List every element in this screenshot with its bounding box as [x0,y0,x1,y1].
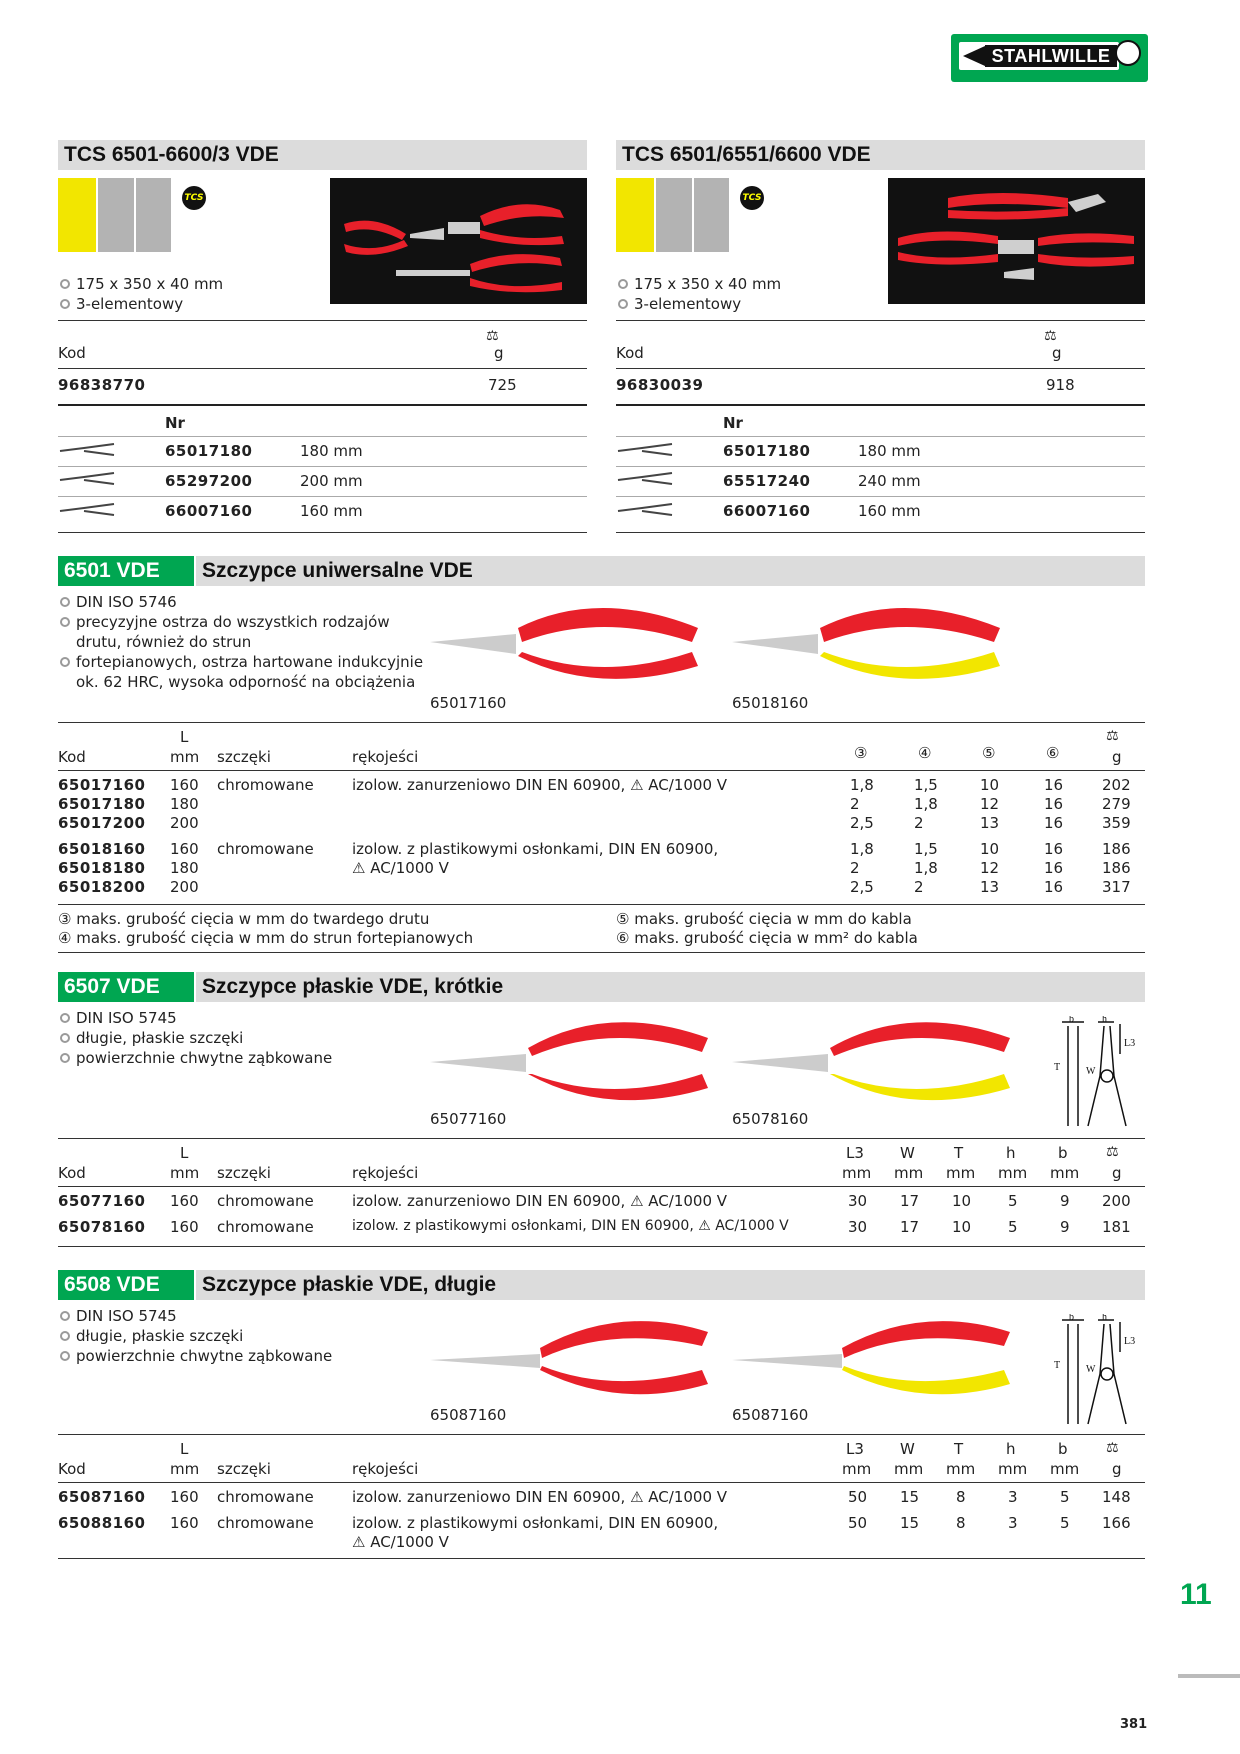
feature-item: DIN ISO 5745 [58,1306,428,1326]
unit-g: g [494,344,504,362]
scale-icon: ⚖ [1106,728,1119,744]
tcs1-item-nr: 65017180 [165,442,253,460]
table-cell-c6: 16 [1044,859,1064,877]
table-cell-l3: 30 [848,1192,868,1210]
table-cell-h: 3 [1008,1514,1018,1532]
col-g: g [1112,1460,1122,1478]
table-cell-c4: 1,8 [914,859,938,877]
image-caption: 65087160 [732,1406,809,1424]
col-handles: rękojeści [352,748,419,766]
tcs1-tray-image [330,178,587,304]
col-mm: mm [1050,1164,1080,1182]
section-title: Szczypce płaskie VDE, krótkie [196,972,1145,1002]
nr-label: Nr [165,414,185,432]
col-jaws: szczęki [217,1460,271,1478]
brand-name: STAHLWILLE [985,45,1117,67]
table-cell-l: 180 [170,795,199,813]
col-mm: mm [170,1164,200,1182]
table-cell-kod: 65077160 [58,1192,146,1210]
tcs2-item-nr: 65017180 [723,442,811,460]
dimension-diagram [1054,1016,1138,1128]
col-t: T [954,1440,964,1458]
table-cell-c3: 2 [850,795,860,813]
feature-item: długie, płaskie szczęki [58,1326,428,1346]
scale-icon: ⚖ [1106,1440,1119,1456]
scale-icon: ⚖ [1106,1144,1119,1160]
table-cell-l: 180 [170,859,199,877]
svg-text:b: b [1069,1016,1074,1025]
col-w: W [900,1440,915,1458]
svg-text:h: h [1102,1314,1107,1323]
pliers-image [428,1312,708,1410]
table-cell-b: 9 [1060,1218,1070,1236]
col-c6: ⑥ [1046,744,1060,762]
col-mm: mm [998,1460,1028,1478]
kod-label: Kod [616,344,644,362]
table-cell-c4: 1,5 [914,776,938,794]
pliers-image [428,598,708,690]
table-cell-l: 160 [170,776,199,794]
feature-item: precyzyjne ostrza do wszystkich rodzajów drutu, również do strun [58,612,428,652]
tcs1-item-size: 200 mm [300,472,363,490]
table-cell-c5: 10 [980,776,1000,794]
col-kod: Kod [58,1460,86,1478]
table-cell-handles: ⚠ AC/1000 V [352,859,449,877]
table-cell-c5: 10 [980,840,1000,858]
tcs2-features [616,274,781,314]
table-cell-jaws: chromowane [217,1488,314,1506]
col-mm: mm [170,748,200,766]
section-code: 6508 VDE [58,1270,194,1300]
table-cell-g: 186 [1102,859,1131,877]
unit-g: g [1052,344,1062,362]
table-cell-handles: izolow. z plastikowymi osłonkami, DIN EN 60900, [352,1514,719,1532]
tcs1-item-size: 180 mm [300,442,363,460]
stahlwille-logo [951,34,1148,82]
table-cell-c4: 2 [914,814,924,832]
table-cell-jaws: chromowane [217,776,314,794]
col-h: h [1006,1144,1016,1162]
footnote: ⑤ maks. grubość cięcia w mm do kabla [616,910,912,928]
image-caption: 65017160 [430,694,507,712]
wrench-icon [963,46,985,66]
table-cell-kod: 65018180 [58,859,146,877]
table-cell-l3: 30 [848,1218,868,1236]
table-cell-c6: 16 [1044,776,1064,794]
feature-item: DIN ISO 5746 [58,592,428,612]
footnote: ⑥ maks. grubość cięcia w mm² do kabla [616,929,918,947]
table-cell-kod: 65088160 [58,1514,146,1532]
col-l3: L3 [846,1440,864,1458]
col-l: L [180,1144,189,1162]
image-caption: 65087160 [430,1406,507,1424]
table-cell-l: 200 [170,878,199,896]
table-cell-c3: 2,5 [850,814,874,832]
col-jaws: szczęki [217,748,271,766]
col-mm: mm [946,1164,976,1182]
col-b: b [1058,1440,1068,1458]
feature-item: 3-elementowy [58,294,223,314]
tcs1-title: TCS 6501-6600/3 VDE [58,140,587,170]
table-cell-c5: 13 [980,814,1000,832]
table-cell-l3: 50 [848,1488,868,1506]
col-mm: mm [894,1164,924,1182]
image-caption: 65077160 [430,1110,507,1128]
table-cell-g: 181 [1102,1218,1131,1236]
table-cell-l: 160 [170,1218,199,1236]
table-cell-c4: 1,5 [914,840,938,858]
table-cell-t: 10 [952,1218,972,1236]
table-cell-g: 202 [1102,776,1131,794]
section-title: Szczypce uniwersalne VDE [196,556,1145,586]
table-cell-c4: 2 [914,878,924,896]
table-cell-c4: 1,8 [914,795,938,813]
image-caption: 65078160 [732,1110,809,1128]
table-cell-kod: 65087160 [58,1488,146,1506]
tcs2-weight: 918 [1046,376,1075,394]
tcs2-title: TCS 6501/6551/6600 VDE [616,140,1145,170]
table-cell-l: 160 [170,1514,199,1532]
col-c5: ⑤ [982,744,996,762]
col-mm: mm [842,1460,872,1478]
table-cell-c6: 16 [1044,795,1064,813]
col-mm: mm [842,1164,872,1182]
table-cell-c5: 12 [980,859,1000,877]
scale-icon: ⚖ [1044,328,1057,344]
s6508-features [58,1306,428,1366]
col-g: g [1112,748,1122,766]
table-cell-b: 5 [1060,1488,1070,1506]
logo-ring-icon [1115,40,1141,66]
table-cell-w: 15 [900,1488,920,1506]
col-kod: Kod [58,1164,86,1182]
feature-item: fortepianowych, ostrza hartowane indukcyjnie ok. 62 HRC, wysoka odporność na obciążenia [58,652,428,692]
table-cell-c6: 16 [1044,840,1064,858]
pliers-thumb-icon [58,441,116,465]
tcs1-item-size: 160 mm [300,502,363,520]
col-kod: Kod [58,748,86,766]
scale-icon: ⚖ [486,328,499,344]
table-cell-c3: 2 [850,859,860,877]
table-cell-w: 15 [900,1514,920,1532]
table-cell-l: 200 [170,814,199,832]
table-cell-t: 8 [956,1514,966,1532]
chapter-number: 11 [1180,1578,1212,1611]
pliers-image [428,1012,708,1116]
pliers-thumb-icon [616,441,674,465]
table-cell-c3: 1,8 [850,776,874,794]
table-cell-l: 160 [170,840,199,858]
col-w: W [900,1144,915,1162]
col-jaws: szczęki [217,1164,271,1182]
table-cell-handles: ⚠ AC/1000 V [352,1533,449,1551]
svg-text:T: T [1054,1360,1061,1371]
feature-item: DIN ISO 5745 [58,1008,428,1028]
col-h: h [1006,1440,1016,1458]
col-l: L [180,1440,189,1458]
table-cell-c5: 13 [980,878,1000,896]
table-cell-g: 166 [1102,1514,1131,1532]
pliers-image [730,598,1010,690]
svg-text:T: T [1054,1062,1061,1073]
table-cell-kod: 65017180 [58,795,146,813]
table-cell-kod: 65018160 [58,840,146,858]
table-cell-handles: izolow. z plastikowymi osłonkami, DIN EN 60900, ⚠ AC/1000 V [352,1218,789,1234]
table-cell-g: 200 [1102,1192,1131,1210]
table-cell-b: 5 [1060,1514,1070,1532]
table-cell-kod: 65078160 [58,1218,146,1236]
section-code: 6501 VDE [58,556,194,586]
table-cell-g: 186 [1102,840,1131,858]
table-cell-l3: 50 [848,1514,868,1532]
table-cell-kod: 65017160 [58,776,146,794]
pliers-image [730,1312,1010,1410]
page-number: 381 [1120,1717,1148,1732]
chapter-bar [1178,1674,1240,1678]
tcs1-colorbar [58,178,171,252]
table-cell-t: 8 [956,1488,966,1506]
nr-label: Nr [723,414,743,432]
table-cell-l: 160 [170,1192,199,1210]
tcs2-item-nr: 65517240 [723,472,811,490]
pliers-thumb-icon [616,501,674,525]
table-cell-jaws: chromowane [217,1218,314,1236]
tcs1-kod: 96838770 [58,376,146,394]
table-cell-h: 5 [1008,1218,1018,1236]
table-cell-kod: 65017200 [58,814,146,832]
table-cell-g: 148 [1102,1488,1131,1506]
table-cell-g: 279 [1102,795,1131,813]
table-cell-c5: 12 [980,795,1000,813]
section-code: 6507 VDE [58,972,194,1002]
s6501-features [58,592,428,692]
pliers-image [730,1012,1010,1116]
table-cell-c3: 2,5 [850,878,874,896]
pliers-thumb-icon [58,470,116,494]
table-cell-handles: izolow. zanurzeniowo DIN EN 60900, ⚠ AC/1000 V [352,776,728,794]
table-cell-g: 359 [1102,814,1131,832]
feature-item: 175 x 350 x 40 mm [58,274,223,294]
feature-item: 175 x 350 x 40 mm [616,274,781,294]
table-cell-c6: 16 [1044,814,1064,832]
tcs1-item-nr: 66007160 [165,502,253,520]
footnote: ④ maks. grubość cięcia w mm do strun fortepianowych [58,929,474,947]
table-cell-h: 5 [1008,1192,1018,1210]
table-cell-w: 17 [900,1218,920,1236]
table-cell-jaws: chromowane [217,1514,314,1532]
pliers-thumb-icon [58,501,116,525]
svg-text:W: W [1086,1066,1096,1077]
table-cell-c3: 1,8 [850,840,874,858]
col-mm: mm [998,1164,1028,1182]
col-b: b [1058,1144,1068,1162]
tcs1-item-nr: 65297200 [165,472,253,490]
svg-text:b: b [1069,1314,1074,1323]
svg-text:W: W [1086,1364,1096,1375]
table-cell-handles: izolow. zanurzeniowo DIN EN 60900, ⚠ AC/1000 V [352,1488,728,1506]
table-cell-t: 10 [952,1192,972,1210]
col-t: T [954,1144,964,1162]
col-c3: ③ [854,744,868,762]
kod-label: Kod [58,344,86,362]
tcs2-tray-image [888,178,1145,304]
section-title: Szczypce płaskie VDE, długie [196,1270,1145,1300]
svg-text:h: h [1102,1016,1107,1025]
table-cell-h: 3 [1008,1488,1018,1506]
col-l3: L3 [846,1144,864,1162]
tcs2-item-size: 240 mm [858,472,921,490]
col-mm: mm [894,1460,924,1478]
feature-item: powierzchnie chwytne ząbkowane [58,1048,428,1068]
pliers-thumb-icon [616,470,674,494]
col-l: L [180,728,189,746]
tcs-badge-icon: TCS [182,186,206,210]
table-cell-l: 160 [170,1488,199,1506]
image-caption: 65018160 [732,694,809,712]
tcs2-kod: 96830039 [616,376,704,394]
table-cell-c6: 16 [1044,878,1064,896]
tcs1-weight: 725 [488,376,517,394]
tcs1-features [58,274,223,314]
table-cell-handles: izolow. zanurzeniowo DIN EN 60900, ⚠ AC/1000 V [352,1192,728,1210]
table-cell-handles: izolow. z plastikowymi osłonkami, DIN EN 60900, [352,840,719,858]
feature-item: powierzchnie chwytne ząbkowane [58,1346,428,1366]
table-cell-kod: 65018200 [58,878,146,896]
footnote: ③ maks. grubość cięcia w mm do twardego drutu [58,910,430,928]
svg-text:L3: L3 [1124,1336,1136,1347]
tcs2-item-size: 160 mm [858,502,921,520]
col-mm: mm [170,1460,200,1478]
tcs2-item-nr: 66007160 [723,502,811,520]
col-handles: rękojeści [352,1164,419,1182]
col-c4: ④ [918,744,932,762]
table-cell-b: 9 [1060,1192,1070,1210]
table-cell-w: 17 [900,1192,920,1210]
col-handles: rękojeści [352,1460,419,1478]
table-cell-jaws: chromowane [217,1192,314,1210]
tcs2-item-size: 180 mm [858,442,921,460]
dimension-diagram [1054,1314,1138,1426]
tcs-badge-icon: TCS [740,186,764,210]
table-cell-g: 317 [1102,878,1131,896]
col-g: g [1112,1164,1122,1182]
svg-text:L3: L3 [1124,1038,1136,1049]
s6507-features [58,1008,428,1068]
feature-item: długie, płaskie szczęki [58,1028,428,1048]
table-cell-jaws: chromowane [217,840,314,858]
tcs2-colorbar [616,178,729,252]
col-mm: mm [1050,1460,1080,1478]
feature-item: 3-elementowy [616,294,781,314]
col-mm: mm [946,1460,976,1478]
